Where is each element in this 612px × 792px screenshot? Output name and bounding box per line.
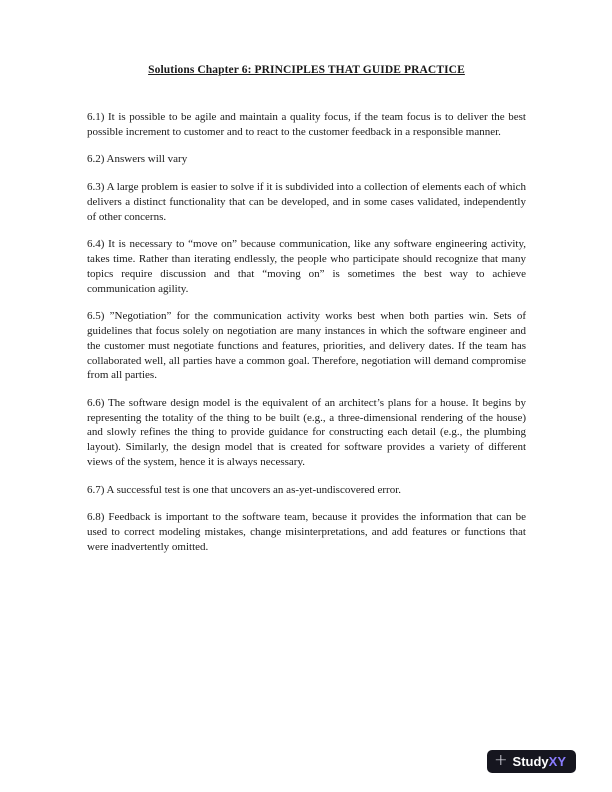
- answer-paragraph-6-6: 6.6) The software design model is the equivalent of an architect’s plans for a house. It begins by representing the totality of the thing to be built (e.g., a three-dimensional rendering of the house) and slowly refines the thing to provide guidance for constructing each detail (e.g., the plumbing layout). Similarly, the design model that is created for software provides a variety of different views of the system, hence it is always necessary.: [87, 397, 526, 468]
- answer-paragraph-6-5: 6.5) ”Negotiation” for the communication activity works best when both parties win. Sets of guidelines that focus solely on negotiation are many instances in which the software engineer and the customer must negotiate functions and features, priorities, and delivery dates. If the team has collaborated well, all parties have a common goal. Therefore, negotiation will demand compromise from all parties.: [87, 310, 526, 382]
- plus-icon: +: [494, 750, 508, 769]
- logo-text-study: Study: [512, 753, 549, 769]
- answer-paragraph-6-4: 6.4) It is necessary to “move on” because communication, like any software engineering activity, takes time. Rather than iterating endlessly, the people who participate should recognize that many topics require discussion and that “moving on” is sometimes the best way to achieve communication agility.: [87, 238, 526, 295]
- logo-text-xy: XY: [548, 753, 566, 769]
- page-title: Solutions Chapter 6: PRINCIPLES THAT GUIDE PRACTICE: [148, 64, 465, 76]
- answer-paragraph-6-2: 6.2) Answers will vary: [87, 153, 188, 166]
- logo-text-wrap: [513, 755, 566, 768]
- answer-paragraph-6-8: 6.8) Feedback is important to the software team, because it provides the information that can be used to correct modeling mistakes, change misinterpretations, and add features or functions that were inadvertently omitted.: [87, 511, 526, 553]
- answer-paragraph-6-3: 6.3) A large problem is easier to solve if it is subdivided into a collection of elements each of which delivers a distinct functionality that can be developed, and in some cases validated, independently of other concerns.: [87, 181, 526, 223]
- studyxy-logo: [487, 750, 576, 773]
- answer-paragraph-6-1: 6.1) It is possible to be agile and maintain a quality focus, if the team focus is to deliver the best possible increment to customer and to react to the customer feedback in a responsible manner.: [87, 111, 526, 138]
- answer-paragraph-6-7: 6.7) A successful test is one that uncovers an as-yet-undiscovered error.: [87, 483, 402, 496]
